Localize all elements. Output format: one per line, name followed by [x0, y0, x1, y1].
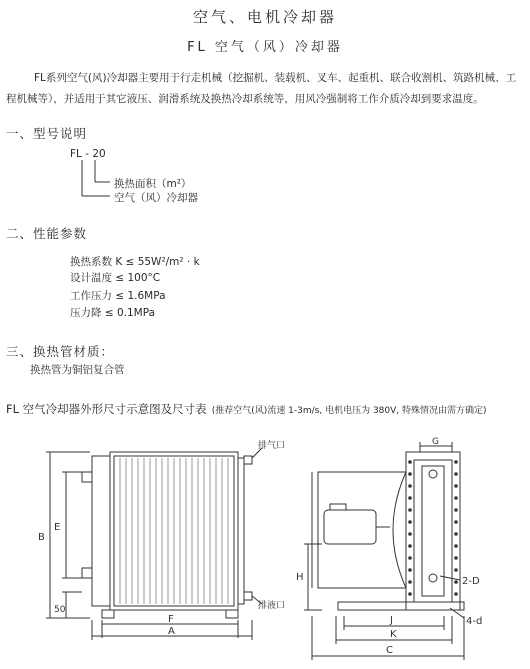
- bolt-hole: [454, 472, 458, 476]
- drawing-note: (推荐空气(风)流速 1-3m/s, 电机电压为 380V, 特殊情况由需方确定): [211, 406, 487, 416]
- bolt-hole: [408, 580, 412, 584]
- dim-50: 50: [54, 605, 66, 615]
- bolt-hole: [454, 496, 458, 500]
- dim-F: F: [168, 614, 174, 625]
- page-subtitle: FL 空气（风）冷却器: [187, 40, 343, 55]
- bolt-hole: [408, 508, 412, 512]
- intro-paragraph: FL系列空气(风)冷却器主要用于行走机械（挖掘机、装载机、叉车、起重机、联合收割机、筑路机械、工程机械等），并适用于其它液压、润滑系统及换热冷却系统等，用风冷强制将工作介质冷却到要求温度。: [6, 72, 517, 105]
- bolt-hole: [408, 532, 412, 536]
- bolt-hole: [454, 556, 458, 560]
- dim-A: A: [168, 626, 175, 637]
- section-performance-heading: 二、性能参数: [6, 226, 88, 241]
- core-fins: [120, 458, 228, 604]
- bolt-hole: [454, 520, 458, 524]
- bolt-hole: [454, 580, 458, 584]
- bolt-hole: [408, 544, 412, 548]
- front-view-drawing: [30, 436, 290, 666]
- param-working-pressure: 工作压力 ≤ 1.6MPa: [70, 290, 166, 302]
- model-code: FL - 20: [70, 148, 106, 160]
- page-title: 空气、电机冷却器: [192, 8, 337, 26]
- model-label-type: 空气（风）冷却器: [114, 192, 198, 204]
- dim-H: H: [296, 572, 304, 583]
- dim-J: J: [390, 615, 393, 626]
- side-bolt-holes: [408, 460, 458, 596]
- label-drain: 排液口: [258, 601, 286, 611]
- drawing-title: FL 空气冷却器外形尺寸示意图及尺寸表: [6, 402, 207, 416]
- param-design-temperature: 设计温度 ≤ 100°C: [70, 272, 161, 284]
- label-2D: 2-D: [462, 576, 480, 587]
- section-material-heading: 三、换热管材质：: [6, 344, 115, 359]
- bolt-hole: [408, 496, 412, 500]
- section-model-heading: 一、型号说明: [6, 126, 88, 141]
- dim-B: B: [38, 532, 45, 543]
- material-text: 换热管为铜铝复合管: [30, 364, 125, 376]
- dim-G: G: [432, 437, 439, 447]
- bolt-hole: [408, 472, 412, 476]
- param-heat-coefficient: 换热系数 K ≤ 55W²/m² · k: [70, 256, 200, 268]
- param-pressure-drop: 压力降 ≤ 0.1MPa: [70, 307, 156, 319]
- bolt-hole: [454, 460, 458, 464]
- dim-C: C: [386, 645, 393, 656]
- bolt-hole: [408, 592, 412, 596]
- drawing-title-row: [6, 398, 487, 417]
- side-view-drawing: [290, 436, 526, 666]
- bolt-hole: [408, 520, 412, 524]
- model-label-area: 换热面积（m²）: [114, 178, 192, 190]
- bolt-hole: [408, 484, 412, 488]
- label-4d: 4-d: [466, 616, 483, 627]
- bolt-hole: [454, 484, 458, 488]
- dim-E: E: [54, 522, 61, 533]
- bolt-hole: [408, 568, 412, 572]
- bolt-hole: [408, 556, 412, 560]
- bolt-hole: [454, 568, 458, 572]
- label-exhaust: 排气口: [258, 441, 286, 451]
- bolt-hole: [454, 592, 458, 596]
- bolt-hole: [454, 508, 458, 512]
- bolt-hole: [454, 544, 458, 548]
- bolt-hole: [454, 532, 458, 536]
- bolt-hole: [408, 460, 412, 464]
- dim-K: K: [390, 629, 397, 640]
